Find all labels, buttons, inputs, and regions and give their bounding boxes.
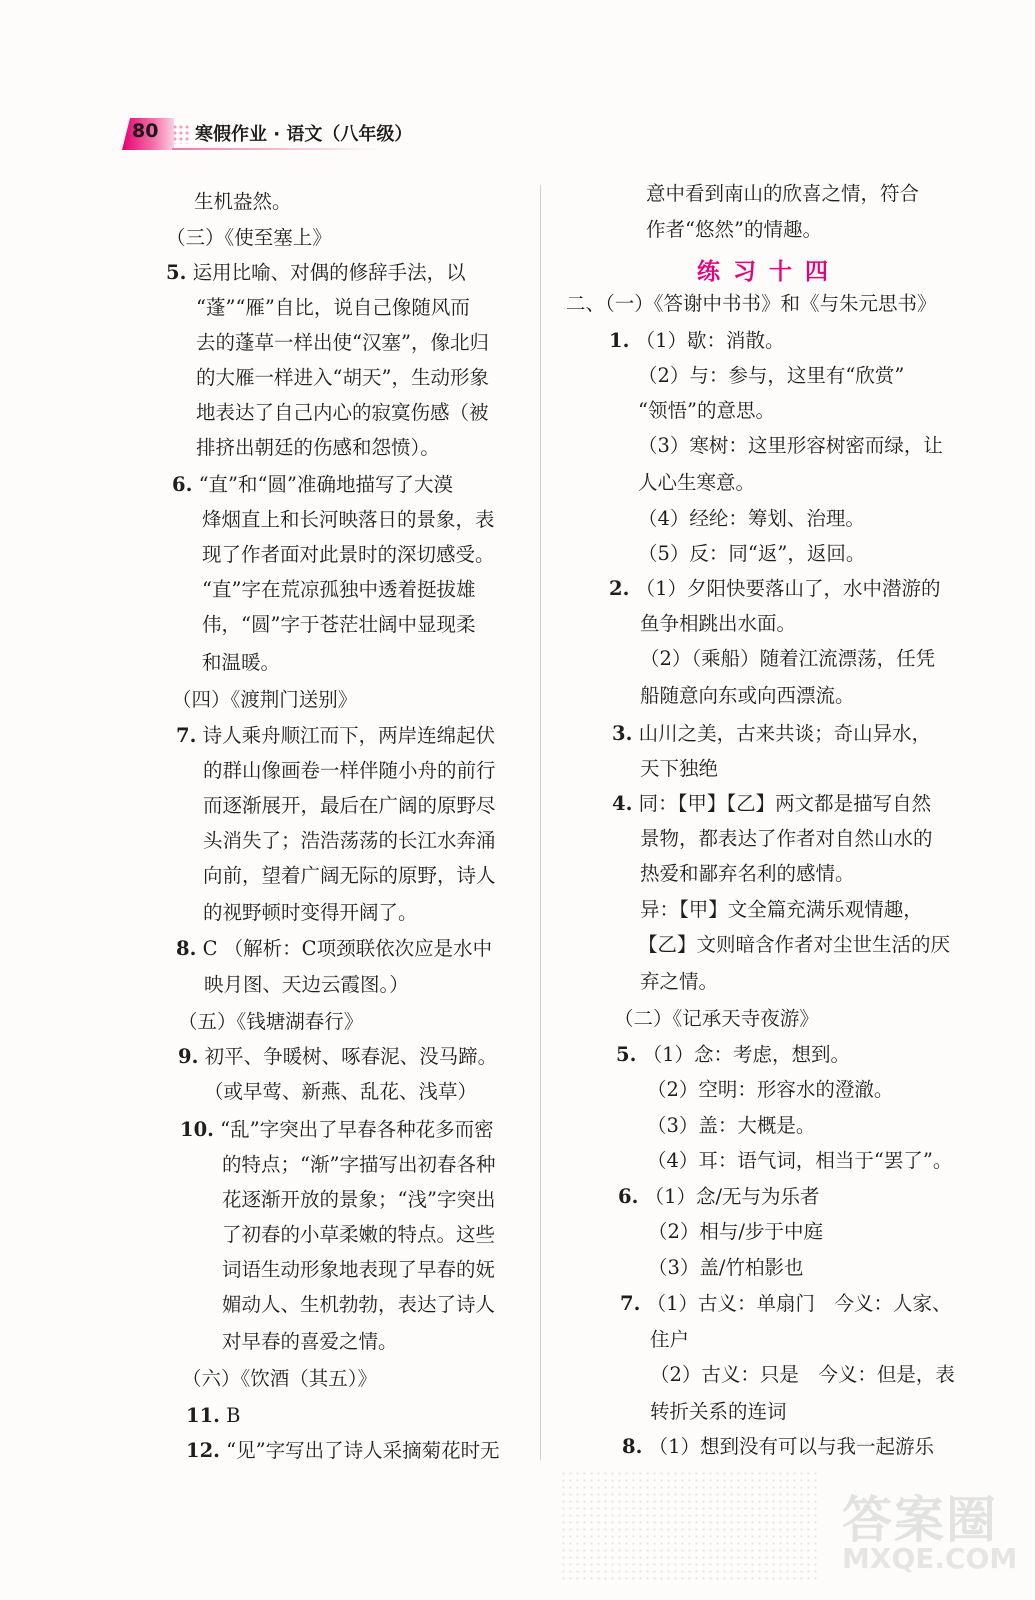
answer-text: 伟，“圆”字于苍茫壮阔中显现柔	[202, 613, 476, 636]
answer-text: 二、（一）《答谢中书书》和《与朱元思书》	[566, 292, 937, 315]
answer-text: “直”和“圆”准确地描写了大漠	[198, 473, 453, 496]
answer-text: 地表达了自己内心的寂寞伤感（被	[196, 401, 489, 424]
text-line	[178, 1047, 497, 1067]
text-line	[172, 475, 453, 495]
question-number: 2.	[609, 577, 630, 600]
answer-text: 异：【甲】文全篇充满乐观情趣，	[640, 898, 923, 921]
answer-text: （3）寒树：这里形容树密而绿，让	[638, 434, 943, 457]
text-line	[640, 759, 718, 779]
section-title: 练习十四	[697, 258, 841, 285]
answer-text: （5）反：同“返”，返回。	[638, 542, 866, 565]
answer-text: 初平、争暖树、啄春泥、没马蹄。	[204, 1045, 498, 1068]
text-line	[222, 1155, 495, 1175]
text-line	[166, 263, 466, 283]
column-divider	[540, 185, 541, 1460]
text-line	[222, 1225, 495, 1245]
text-line	[650, 1330, 689, 1350]
answer-text: 映月图、天边云霞图。）	[204, 973, 409, 996]
answer-text: 媚动人、生机勃勃，表达了诗人	[222, 1293, 496, 1316]
text-line	[647, 1116, 815, 1136]
text-line	[222, 1190, 495, 1210]
text-line	[638, 509, 865, 529]
header-underline	[172, 148, 382, 150]
answer-text: 热爱和鄙弃名利的感情。	[640, 862, 855, 885]
answer-text: 人心生寒意。	[638, 471, 756, 494]
text-line	[566, 294, 937, 314]
answer-text: 鱼争相跳出水面。	[640, 612, 797, 635]
answer-text: 去的蓬草一样出使“汉塞”，像北归	[196, 331, 489, 354]
text-line	[638, 436, 943, 456]
answer-text: 的特点；“渐”字描写出初春各种	[222, 1153, 496, 1176]
text-line	[638, 544, 865, 564]
answer-text: 运用比喻、对偶的修辞手法，以	[192, 261, 466, 284]
text-line	[186, 1406, 240, 1426]
text-line	[203, 796, 496, 816]
answer-text: （4）经纶：筹划、治理。	[638, 507, 865, 530]
text-line	[196, 333, 489, 353]
answer-text: 作者“悠然”的情趣。	[646, 218, 822, 241]
question-number: 6.	[618, 1185, 639, 1208]
text-line	[638, 935, 950, 955]
answer-text: “蓬”“雁”自比，说自己像随风而	[196, 296, 470, 319]
text-line	[646, 220, 822, 240]
answer-text: （1）夕阳快要落山了，水中潜游的	[635, 577, 941, 600]
text-line	[196, 368, 489, 388]
text-line	[180, 1120, 494, 1140]
question-number: 8.	[176, 937, 197, 960]
watermark-url: MXQE.COM	[842, 1542, 1018, 1575]
answer-text: 住户	[650, 1328, 690, 1351]
text-line	[650, 1365, 955, 1385]
question-number: 3.	[612, 722, 633, 745]
answer-text: （1）念/无与为乐者	[644, 1185, 820, 1208]
watermark-logo-text: 答案圈	[842, 1491, 998, 1549]
page-header	[122, 114, 422, 154]
answer-text: （2）（乘船）随着江流漂荡，任凭	[640, 647, 936, 670]
answer-text: 的群山像画卷一样伴随小舟的前行	[203, 759, 496, 782]
watermark	[820, 1480, 1020, 1590]
text-line	[616, 1045, 850, 1065]
question-number: 6.	[172, 473, 193, 496]
text-line	[204, 1082, 477, 1102]
answer-text: “见”字写出了诗人采摘菊花时无	[226, 1439, 500, 1462]
answer-text: 了初春的小草柔嫩的特点。这些	[222, 1223, 496, 1246]
question-number: 7.	[620, 1292, 641, 1315]
answer-text: （1）古义：单扇门 今义：人家、	[646, 1292, 952, 1315]
text-line	[640, 829, 933, 849]
question-number: 1.	[609, 329, 630, 352]
answer-text: （3）盖/竹柏影也	[648, 1256, 804, 1279]
answer-text: （4）耳：语气词，相当于“罢了”。	[647, 1149, 953, 1172]
text-line	[178, 1012, 363, 1032]
text-line	[202, 615, 475, 635]
answer-text: 诗人乘舟顺江而下，两岸连绵起伏	[202, 724, 496, 747]
answer-text: “领悟”的意思。	[638, 399, 775, 422]
answer-text: 花逐渐开放的景象；“浅”字突出	[222, 1188, 496, 1211]
answer-text: 烽烟直上和长河映落日的景象，表	[202, 508, 495, 531]
text-line	[222, 1260, 495, 1280]
text-line	[186, 1441, 500, 1461]
text-line	[614, 1009, 819, 1029]
text-line	[202, 580, 475, 600]
answer-text: 词语生动形象地表现了早春的妩	[222, 1258, 496, 1281]
text-line	[640, 649, 935, 669]
text-line	[612, 794, 931, 814]
text-line	[620, 1294, 951, 1314]
answer-text: 船随意向东或向西漂流。	[640, 684, 855, 707]
question-number: 11.	[186, 1404, 220, 1427]
question-number: 8.	[622, 1435, 643, 1458]
text-line	[172, 690, 357, 710]
answer-text: “直”字在荒凉孤独中透着挺拔雄	[202, 578, 476, 601]
book-title: 寒假作业 · 语文（八年级）	[195, 124, 413, 145]
answer-text: 头消失了；浩浩荡荡的长江水奔涌	[203, 829, 496, 852]
answer-text: 【乙】文则暗含作者对尘世生活的厌	[638, 933, 951, 956]
answer-text: 的大雁一样进入“胡天”，生动形象	[196, 366, 489, 389]
answer-text: C （解析：C项颈联依次应是水中	[202, 937, 493, 960]
text-line	[166, 228, 332, 248]
answer-text: （或早莺、新燕、乱花、浅草）	[204, 1080, 478, 1103]
text-line	[650, 1402, 787, 1422]
text-line	[647, 1080, 893, 1100]
text-line	[640, 972, 718, 992]
answer-text: 向前，望着广阔无际的原野，诗人	[203, 864, 496, 887]
question-number: 4.	[612, 792, 633, 815]
text-line	[204, 975, 409, 995]
text-line	[203, 761, 496, 781]
text-line	[222, 1332, 398, 1352]
text-line	[182, 1369, 377, 1389]
question-number: 12.	[186, 1439, 220, 1462]
text-line	[202, 653, 280, 673]
answer-text: （1）歇：消散。	[635, 329, 785, 352]
answer-text: （二）《记承天寺夜游》	[614, 1007, 819, 1030]
text-line	[194, 192, 292, 212]
question-number: 10.	[180, 1118, 214, 1141]
text-line	[196, 438, 440, 458]
question-number: 7.	[176, 724, 197, 747]
text-line	[638, 401, 775, 421]
answer-text: （三）《使至塞上》	[166, 226, 332, 249]
question-number: 5.	[616, 1043, 637, 1066]
text-line	[640, 614, 796, 634]
answer-text: 而逐渐展开，最后在广阔的原野尽	[203, 794, 496, 817]
answer-text: 的视野顿时变得开阔了。	[203, 901, 418, 924]
answer-text: （1）想到没有可以与我一起游乐	[648, 1435, 934, 1458]
halftone-texture	[560, 1470, 820, 1580]
page-number: 80	[132, 120, 159, 142]
text-line	[609, 331, 784, 351]
text-line	[612, 724, 931, 744]
answer-text: 和温暖。	[202, 651, 281, 674]
answer-text: （五）《钱塘湖春行》	[178, 1010, 364, 1033]
text-line	[203, 903, 418, 923]
text-line	[622, 1437, 934, 1457]
answer-text: 山川之美，古来共谈；奇山异水，	[638, 722, 932, 745]
answer-text: （2）古义：只是 今义：但是，表	[650, 1363, 955, 1386]
text-line	[638, 473, 755, 493]
text-line	[640, 900, 923, 920]
text-line	[609, 579, 940, 599]
text-line	[647, 1151, 952, 1171]
answer-text: 对早春的喜爱之情。	[222, 1330, 398, 1353]
text-line	[176, 726, 495, 746]
text-line	[222, 1295, 495, 1315]
text-line	[176, 939, 492, 959]
text-line	[196, 298, 470, 318]
answer-text: 生机盎然。	[194, 190, 292, 213]
answer-text: 景物，都表达了作者对自然山水的	[640, 827, 933, 850]
question-number: 9.	[178, 1045, 199, 1068]
answer-text: （2）与：参与，这里有“欣赏”	[638, 364, 905, 387]
text-line	[203, 831, 496, 851]
answer-text: 排挤出朝廷的伤感和怨愤）。	[196, 436, 440, 459]
text-line	[646, 184, 919, 204]
text-line	[202, 510, 495, 530]
answer-text: （1）念：考虑，想到。	[642, 1043, 850, 1066]
text-line	[648, 1258, 803, 1278]
answer-text: B	[226, 1404, 241, 1427]
answer-text: （3）盖：大概是。	[647, 1114, 816, 1137]
text-line	[640, 686, 855, 706]
answer-text: （四）《渡荆门送别》	[172, 688, 358, 711]
answer-text: 现了作者面对此景时的深切感受。	[202, 543, 495, 566]
answer-text: （2）相与/步于中庭	[648, 1220, 823, 1243]
answer-text: （六）《饮酒（其五）》	[182, 1367, 378, 1390]
text-line	[638, 366, 904, 386]
text-line	[640, 864, 855, 884]
answer-text: “乱”字突出了早春各种花多而密	[220, 1118, 494, 1141]
answer-text: （2）空明：形容水的澄澈。	[647, 1078, 894, 1101]
text-line	[196, 403, 489, 423]
text-line	[202, 545, 495, 565]
answer-text: 天下独绝	[640, 757, 719, 780]
answer-text: 意中看到南山的欣喜之情，符合	[646, 182, 920, 205]
text-line	[203, 866, 496, 886]
answer-text: 同：【甲】【乙】两文都是描写自然	[638, 792, 932, 815]
answer-text: 转折关系的连词	[650, 1400, 787, 1423]
decorative-dots	[172, 124, 190, 144]
question-number: 5.	[166, 261, 187, 284]
text-line	[648, 1222, 823, 1242]
answer-text: 弃之情。	[640, 970, 719, 993]
text-line	[618, 1187, 820, 1207]
